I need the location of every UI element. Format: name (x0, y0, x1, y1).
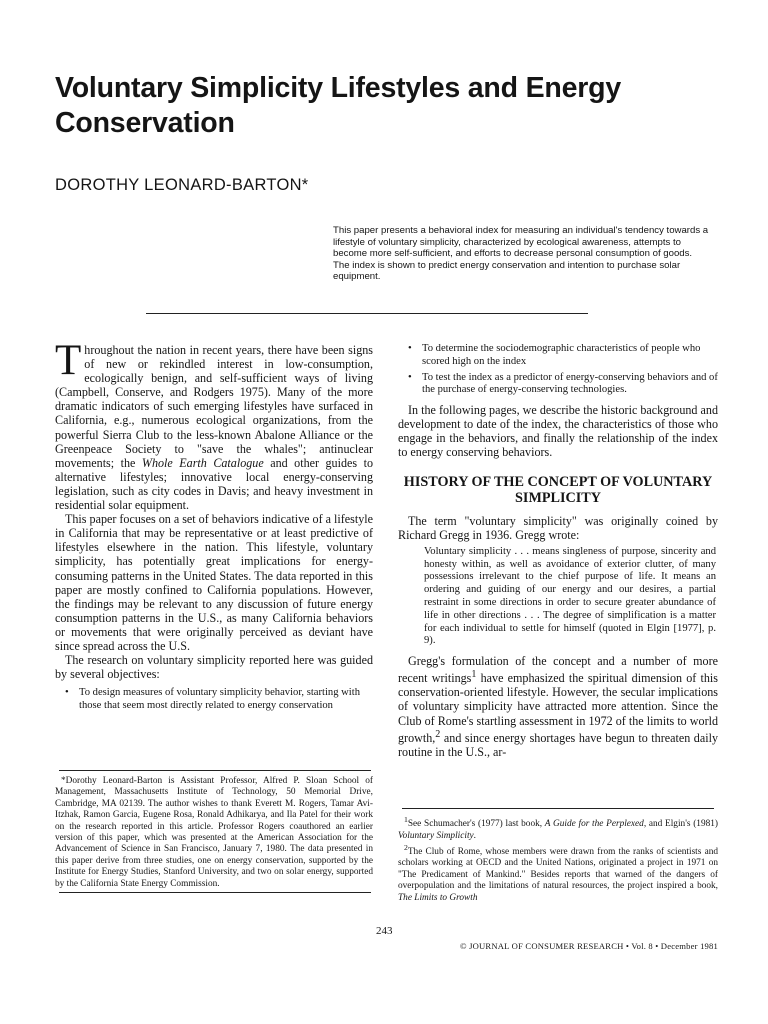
footnote-ref: 2 (435, 728, 441, 740)
footnote-rule (59, 892, 371, 893)
footnote-rule (402, 808, 714, 809)
bullet-icon: • (408, 343, 412, 354)
abstract-divider (146, 313, 588, 314)
objectives-list-continued (398, 343, 718, 397)
article-abstract: This paper presents a behavioral index for measuring an individual's tendency towards a lifestyle of voluntary simplicity, characterized by ecological awareness, attempts to become more self-sufficient, and efforts to decrease personal consumption of goods. The index is shown to predict energy conservation and intention to purchase solar equipment. (333, 225, 709, 283)
right-column (398, 343, 718, 759)
paragraph-term: The term "voluntary simplicity" was originally coined by Richard Gregg in 1936. Gregg wrote: (398, 513, 718, 542)
right-footnotes (398, 808, 718, 904)
journal-footer: © JOURNAL OF CONSUMER RESEARCH • Vol. 8 • December 1981 (460, 941, 719, 951)
footnote-2: $^2$The Club of Rome, whose members were drawn from the ranks of scientists and scholars working at OECD and the United Nations, originated a project in 1971 on "The Predicament of Mankind." Besides reports that warned of the dangers of overpopulation and the limitations of natural resources, the project inspired a book, The Limits to Growth (398, 842, 718, 903)
paragraph-formulation: Gregg's formulation of the concept and a number of more recent writings$^1$ have emphasized the spiritual dimension of this conservation-oriented lifestyle. However, the secular implications of voluntary simplicity have attracted more attention. Since the Club of Rome's startling assessment in 1972 of the limits to world growth,$^2$ and since energy shortages have begun to threaten daily routine in the U.S., ar- (398, 654, 718, 759)
list-item: • To design measures of voluntary simplicity behavior, starting with those that seem most directly related to energy conservation (65, 687, 360, 712)
author-footnote (55, 770, 373, 898)
italic-title: Whole Earth Catalogue (141, 455, 264, 470)
paragraph-outline: In the following pages, we describe the historic background and development to date of the index, the characteristics of those who engage in the behaviors, and finally the relationship of the index to energy conserving behaviors. (398, 403, 718, 460)
list-item: • To determine the sociodemographic characteristics of people who scored high on the index (408, 343, 701, 367)
footnote-1: $^1$See Schumacher's (1977) last book, A Guide for the Perplexed, and Elgin's (1981) Voluntary Simplicity. (398, 815, 718, 841)
article-title: Voluntary Simplicity Lifestyles and Energy Conservation (55, 72, 621, 139)
left-column (55, 337, 373, 719)
paragraph-intro: Throughout the nation in recent years, there have been signs of new or rekindled interest in low-consumption, ecologically benign, and self-sufficient ways of living (Campbell, Conserve, and Rodgers 1975). Many of the more dramatic indicators of such emerging lifestyles have surfaced in California, e.g., numerous ecological organizations, from the powerful Sierra Club to the less-known Abalone Alliance or the Greenpeace Society to "save the whales"; antinuclear movements; the Whole Earth Catalogue and other guides to alternative lifestyles; innovative local energy-conserving legislation, such as city codes in Davis; and heavy investment in residential solar equipment. (55, 337, 373, 513)
section-heading: HISTORY OF THE CONCEPT OF VOLUNTARY SIMPLICITY (403, 473, 713, 506)
article-author: DOROTHY LEONARD-BARTON* (55, 176, 309, 194)
drop-cap: T (55, 337, 82, 384)
footnote-ref: 1 (471, 669, 477, 681)
paragraph-objectives: The research on voluntary simplicity reported here was guided by several objectives: (55, 653, 373, 682)
footnote-rule (59, 770, 371, 771)
list-item: • To test the index as a predictor of energy-conserving behaviors and of the purchase of energy-conserving technologies. (408, 371, 718, 396)
author-footnote-text: *Dorothy Leonard-Barton is Assistant Professor, Alfred P. Sloan School of Management, Massachusetts Institute of Technology, 50 Memorial Drive, Cambridge, MA 02139. The author wishes to thank Everett M. Rogers, Tamar Avi-Itzhak, Ramon Garcia, Eugene Rosa, Ronald Adhikarya, and Ila Patel for their work on the research reported in this article. Professor Rogers coauthored an earlier version of this paper, which was presented at the American Association for the Advancement of Science in San Francisco, January 7, 1980. The data presented in this paper derive from three studies, one on energy conservation, supported by the Institute for Energy Studies, Stanford University, and two on solar energy, supported by the California State Energy Commission. (55, 776, 373, 889)
block-quote: Voluntary simplicity . . . means singleness of purpose, sincerity and honesty within, as well as avoidance of exterior clutter, of many possessions irrelevant to the chief purpose of life. It means an ordering and guiding of our energy and our desires, a partial restraint in some directions in order to secure greater abundance of life in other directions . . . The degree of simplification is a matter for each individual to settle for himself (quoted in Elgin [1977], p. 9). (424, 545, 716, 647)
bullet-icon: • (408, 371, 412, 383)
paragraph-focus: This paper focuses on a set of behaviors indicative of a lifestyle in California that may be representative or at least predictive of lifestyles elsewhere in the nation. This lifestyle, voluntary simplicity, has potentially great implications for energy-consuming patterns in the United States. The data reported in this paper are mostly confined to California populations. However, the findings may be relevant to any discussion of future energy consumption patterns in the U.S., as many California behaviors or movements that were originally perceived as deviant have since spread across the U.S. (55, 512, 373, 653)
bullet-icon: • (65, 687, 69, 699)
page-number: 243 (376, 925, 393, 937)
objectives-list (55, 687, 373, 713)
